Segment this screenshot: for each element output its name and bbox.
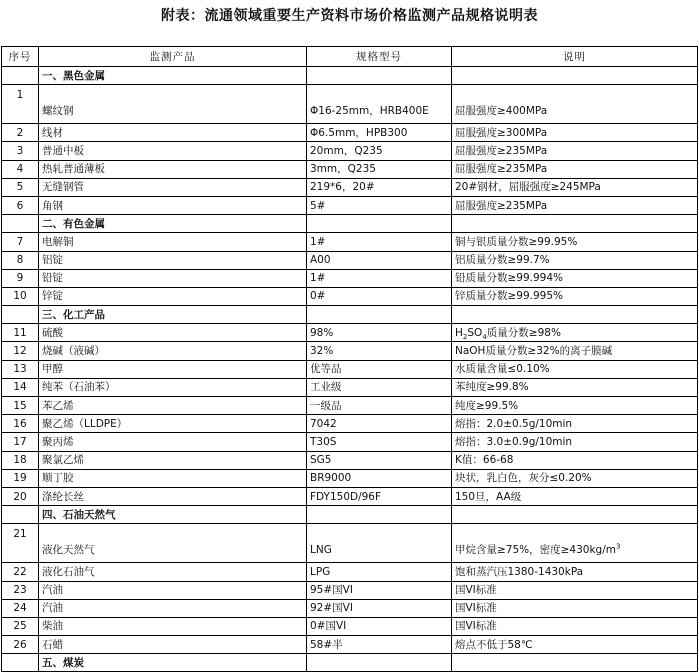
row-product: 液化石油气 [39, 563, 307, 581]
row-spec: 0# [307, 287, 452, 305]
row-spec: 0#国VI [307, 617, 452, 635]
row-note: 屈服强度≥300MPa [452, 124, 698, 142]
row-note: 锌质量分数≥99.995% [452, 287, 698, 305]
table-row [2, 524, 698, 563]
row-spec: 3mm，Q235 [307, 160, 452, 178]
row-product: 烧碱（液碱） [39, 342, 307, 360]
row-product: 线材 [39, 124, 307, 142]
table-row [2, 360, 698, 378]
row-note: 甲烷含量≥75%，密度$\ge 430kg/m^3$ [452, 524, 698, 563]
table-row [2, 287, 698, 305]
section-row [2, 67, 698, 85]
row-spec: T30S [307, 433, 452, 451]
row-note: 饱和蒸汽压1380-1430kPa [452, 563, 698, 581]
table-row [2, 160, 698, 178]
row-product: 热轧普通薄板 [39, 160, 307, 178]
table-row [2, 617, 698, 635]
table-row [2, 563, 698, 581]
table-row [2, 178, 698, 196]
row-no: 5 [2, 178, 39, 196]
table-row [2, 124, 698, 142]
table-row [2, 487, 698, 505]
row-product: 液化天然气 [39, 524, 307, 563]
row-spec: 219*6，20# [307, 178, 452, 196]
table-row [2, 324, 698, 342]
row-no: 20 [2, 487, 39, 505]
row-spec: 20mm，Q235 [307, 142, 452, 160]
row-product: 铅锭 [39, 269, 307, 287]
row-product: 无缝钢管 [39, 178, 307, 196]
row-spec: 工业级 [307, 378, 452, 396]
row-note: 150旦，AA级 [452, 487, 698, 505]
table-row [2, 636, 698, 654]
row-spec: Φ6.5mm，HPB300 [307, 124, 452, 142]
row-no: 9 [2, 269, 39, 287]
section-title: 二、有色金属 [39, 215, 307, 233]
row-spec: 1# [307, 233, 452, 251]
table-row [2, 269, 698, 287]
row-note: 国VI标准 [452, 617, 698, 635]
header-row [2, 47, 698, 67]
section-row [2, 215, 698, 233]
row-no: 17 [2, 433, 39, 451]
row-note: NaOH质量分数≥32%的离子膜碱 [452, 342, 698, 360]
table-row [2, 85, 698, 124]
row-no: 13 [2, 360, 39, 378]
row-no: 7 [2, 233, 39, 251]
row-no: 8 [2, 251, 39, 269]
row-product: 聚氯乙烯 [39, 451, 307, 469]
row-spec: BR9000 [307, 469, 452, 487]
section-title: 三、化工产品 [39, 306, 307, 324]
row-spec: 98% [307, 324, 452, 342]
row-spec: 92#国VI [307, 599, 452, 617]
row-no: 2 [2, 124, 39, 142]
row-note: 熔点不低于58℃ [452, 636, 698, 654]
table-row [2, 342, 698, 360]
page-title: 附表：流通领域重要生产资料市场价格监测产品规格说明表 [161, 8, 538, 24]
row-spec: FDY150D/96F [307, 487, 452, 505]
section-row [2, 306, 698, 324]
row-product: 涤纶长丝 [39, 487, 307, 505]
row-note: 熔指：2.0±0.5g/10min [452, 415, 698, 433]
row-no: 22 [2, 563, 39, 581]
row-spec: Φ16-25mm，HRB400E [307, 85, 452, 124]
row-note: K值：66-68 [452, 451, 698, 469]
row-no: 11 [2, 324, 39, 342]
row-spec: LPG [307, 563, 452, 581]
row-note: 铜与银质量分数≥99.95% [452, 233, 698, 251]
row-product: 铝锭 [39, 251, 307, 269]
row-spec: 32% [307, 342, 452, 360]
row-product: 柴油 [39, 617, 307, 635]
table-row [2, 196, 698, 214]
row-note: 苯纯度≥99.8% [452, 378, 698, 396]
row-note: 屈服强度≥235MPa [452, 160, 698, 178]
section-title: 五、煤炭 [39, 654, 307, 672]
header-spec: 规格型号 [307, 47, 452, 67]
row-spec: 优等品 [307, 360, 452, 378]
row-note: 铅质量分数≥99.994% [452, 269, 698, 287]
row-product: 石蜡 [39, 636, 307, 654]
row-spec: 7042 [307, 415, 452, 433]
row-note: 熔指：3.0±0.9g/10min [452, 433, 698, 451]
row-note: 国VI标准 [452, 581, 698, 599]
table-row [2, 142, 698, 160]
row-note: 屈服强度≥235MPa [452, 196, 698, 214]
row-spec: 58#半 [307, 636, 452, 654]
row-no: 1 [2, 85, 39, 124]
row-product: 顺丁胶 [39, 469, 307, 487]
table-row [2, 415, 698, 433]
row-no: 26 [2, 636, 39, 654]
table-row [2, 451, 698, 469]
row-spec: 1# [307, 269, 452, 287]
row-no: 21 [2, 524, 39, 563]
row-no: 12 [2, 342, 39, 360]
row-spec: LNG [307, 524, 452, 563]
row-product: 苯乙烯 [39, 397, 307, 415]
table-row [2, 433, 698, 451]
row-note: 屈服强度≥400MPa [452, 85, 698, 124]
table-row [2, 251, 698, 269]
row-spec: A00 [307, 251, 452, 269]
row-product: 角钢 [39, 196, 307, 214]
row-product: 螺纹钢 [39, 85, 307, 124]
row-no: 25 [2, 617, 39, 635]
row-note: 纯度≥99.5% [452, 397, 698, 415]
row-note: 水质量含量≤0.10% [452, 360, 698, 378]
header-note: 说明 [452, 47, 698, 67]
row-product: 聚丙烯 [39, 433, 307, 451]
row-product: 硫酸 [39, 324, 307, 342]
section-row [2, 654, 698, 672]
row-no: 4 [2, 160, 39, 178]
table-row [2, 233, 698, 251]
row-note: 铝质量分数≥99.7% [452, 251, 698, 269]
row-spec: 一级品 [307, 397, 452, 415]
row-no: 14 [2, 378, 39, 396]
header-no: 序号 [2, 47, 39, 67]
row-product: 电解铜 [39, 233, 307, 251]
row-no: 3 [2, 142, 39, 160]
table-row [2, 599, 698, 617]
table-row [2, 397, 698, 415]
section-title: 一、黑色金属 [39, 67, 307, 85]
row-no: 23 [2, 581, 39, 599]
row-product: 汽油 [39, 599, 307, 617]
row-note: 屈服强度≥235MPa [452, 142, 698, 160]
row-product: 汽油 [39, 581, 307, 599]
section-row [2, 506, 698, 524]
row-no: 16 [2, 415, 39, 433]
row-note: 20#钢材，屈服强度≥245MPa [452, 178, 698, 196]
table-row [2, 469, 698, 487]
row-product: 普通中板 [39, 142, 307, 160]
row-product: 锌锭 [39, 287, 307, 305]
row-note: $H_2SO_4$质量分数≥98% [452, 324, 698, 342]
header-product: 监测产品 [39, 47, 307, 67]
row-spec: SG5 [307, 451, 452, 469]
row-no: 10 [2, 287, 39, 305]
table-row [2, 378, 698, 396]
row-spec: 5# [307, 196, 452, 214]
row-no: 15 [2, 397, 39, 415]
row-no: 24 [2, 599, 39, 617]
section-title: 四、石油天然气 [39, 506, 307, 524]
row-no: 18 [2, 451, 39, 469]
row-product: 甲醇 [39, 360, 307, 378]
row-spec: 95#国VI [307, 581, 452, 599]
row-product: 聚乙烯（LLDPE） [39, 415, 307, 433]
row-note: 块状，乳白色，灰分≤0.20% [452, 469, 698, 487]
row-product: 纯苯（石油苯） [39, 378, 307, 396]
row-note: 国VI标准 [452, 599, 698, 617]
table-row [2, 581, 698, 599]
row-no: 6 [2, 196, 39, 214]
row-no: 19 [2, 469, 39, 487]
spec-table [1, 46, 698, 672]
